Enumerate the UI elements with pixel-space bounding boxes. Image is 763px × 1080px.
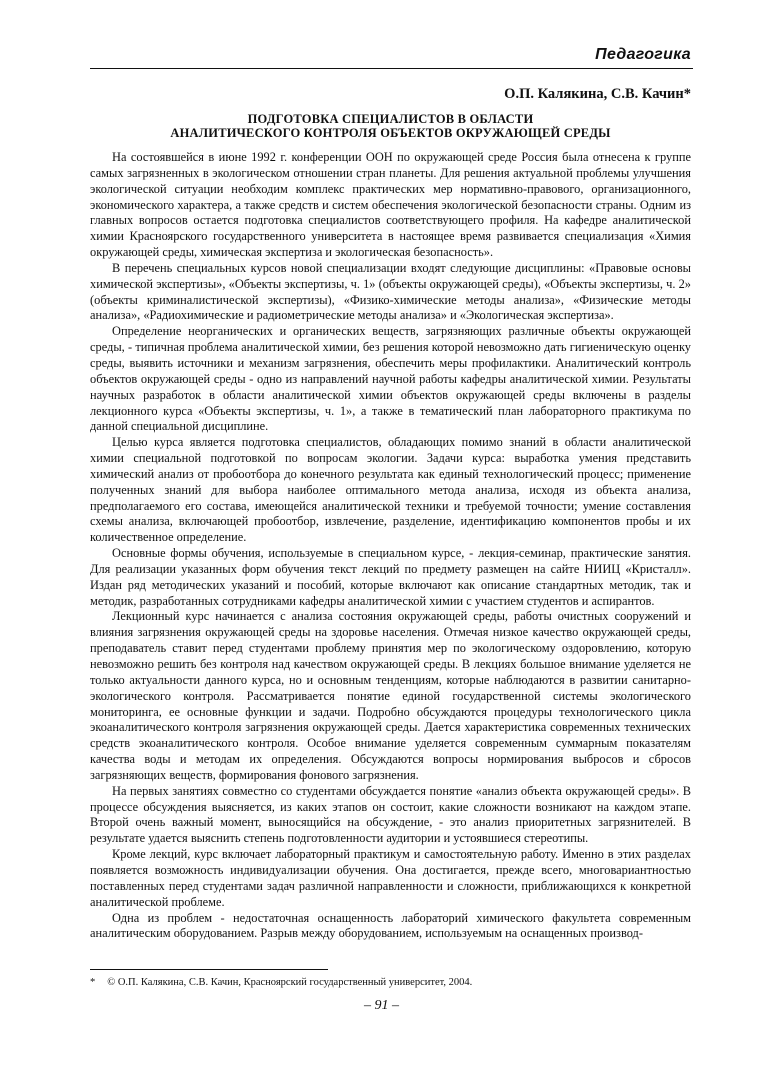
footnote-text: © О.П. Калякина, С.В. Качин, Красноярский государственный университет, 2004. [107, 977, 473, 988]
paragraph: Одна из проблем - недостаточная оснащенность лабораторий химического факультета современным аналитическим оборудованием. Разрыв между оборудованием, используемым на оснащенных производ- [90, 910, 691, 941]
section-title: Педагогика [595, 46, 691, 63]
title-line-1: ПОДГОТОВКА СПЕЦИАЛИСТОВ В ОБЛАСТИ [247, 112, 534, 126]
title-line-2: АНАЛИТИЧЕСКОГО КОНТРОЛЯ ОБЪЕКТОВ ОКРУЖАЮЩЕЙ СРЕДЫ [170, 126, 611, 140]
footnote-mark: * [90, 977, 96, 988]
paragraph: Определение неорганических и органических веществ, загрязняющих различные объекты окружающей среды, - типичная проблема аналитической химии, без решения которой невозможно дать гигиеническую оценку среды, выявить источники и механизм загрязнения, обеспечить меры профилактики. Аналитический контроль объектов окружающей среды - одно из направлений научной работы кафедры аналитической химии. Результаты научных разработок в области аналитической химии объектов окружающей среды включены в разделы лекционного курса «Объекты экспертизы, ч. 1», а также в тематический план лабораторного практикума по данной специальной дисциплине. [90, 324, 691, 434]
paragraph: В перечень специальных курсов новой специализации входят следующие дисциплины: «Правовые основы химической экспертизы», «Объекты экспертизы, ч. 1» (объекты окружающей среды), «Объекты экспертизы, ч. 2» (объекты криминалистической экспертизы), «Физико-химические методы анализа», «Физические методы анализа», «Радиохимические и радиометрические методы анализа» и «Экологическая экспертиза». [90, 260, 691, 323]
article-authors: О.П. Калякина, С.В. Качин* [504, 86, 691, 102]
footnote-rule [90, 969, 328, 970]
header-rule [90, 68, 693, 69]
paragraph: На первых занятиях совместно со студентами обсуждается понятие «анализ объекта окружающей среды». В процессе обсуждения выясняется, из каких этапов он состоит, какие сложности возникают на каждом этапе. Второй очень важный момент, выносящийся на обсуждение, - это анализ приоритетных загрязнителей. В результате удается выяснить степень подготовленности аудитории и устоявшиеся стереотипы. [90, 783, 691, 846]
page-number: – 91 – [364, 998, 399, 1013]
paragraph: Кроме лекций, курс включает лабораторный практикум и самостоятельную работу. Именно в этих разделах появляется возможность индивидуализации обучения. Она достигается, прежде всего, многовариантностью поставленных перед студентами задач различной направленности и сложности, приближающихся к конкретной аналитической проблеме. [90, 847, 691, 909]
paragraph: Лекционный курс начинается с анализа состояния окружающей среды, работы очистных сооружений и влияния загрязнения окружающей среды на здоровье населения. Отмечая низкое качество окружающей среды, преподаватель ставит перед студентами проблему принятия мер по экологическому оздоровлению, которую невозможно решить без контроля над качеством окружающей среды. В лекциях большое внимание уделяется не только актуальности данного курса, но и основным тенденциям, которые наблюдаются в развитии санитарно-экологического контроля. Рассматривается понятие единой государственной системы экологического мониторинга, ее основные функции и задачи. Подробно обсуждаются процедуры технологического цикла экоаналитического контроля загрязнения окружающей среды. Дается характеристика современных технических средств экоаналитического контроля. Особое внимание уделяется современным суммарным показателям качества воды и методам их определения. Обсуждаются вопросы нормирования выбросов и сбросов загрязняющих веществ, формирования фонового загрязнения. [90, 609, 691, 782]
paragraph: На состоявшейся в июне 1992 г. конференции ООН по окружающей среде Россия была отнесена к группе самых загрязненных в экологическом отношении стран планеты. Для решения актуальной проблемы улучшения экологической ситуации необходим комплекс практических мер нормативно-правового, организационного, экономического характера, а также средств и систем обеспечения экологической безопасности страны. Одним из главных вопросов остается подготовка специалистов соответствующего профиля. На кафедре аналитической химии Красноярского государственного университета в настоящее время развивается специализация «Химия окружающей среды, химическая экспертиза и экологическая безопасность». [90, 150, 691, 260]
article-body [90, 150, 691, 942]
paragraph: Основные формы обучения, используемые в специальном курсе, - лекция-семинар, практические занятия. Для реализации указанных форм обучения текст лекций по предмету размещен на сайте НИИЦ «Кристалл». Издан ряд методических указаний и пособий, которые включают как описание стандартных методик, так и методик, разработанных сотрудниками кафедры аналитической химии с участием студентов и аспирантов. [90, 546, 691, 608]
article-title [90, 112, 691, 140]
paragraph: Целью курса является подготовка специалистов, обладающих помимо знаний в области аналитической химии специальной подготовкой по вопросам экологии. Задачи курса: выработка умения представить химический анализ от пробоотбора до конечного результата как единый технологический процесс; применение полученных знаний для выбора наиболее оптимального метода анализа, исходя из объекта анализа, предполагаемого его состава, имеющейся аналитической техники и требуемой точности; умение составления схемы анализа, включающей пробоотбор, извлечение, разделение, идентификацию компонентов пробы и их количественное определение. [90, 435, 691, 545]
footnote [90, 977, 472, 988]
